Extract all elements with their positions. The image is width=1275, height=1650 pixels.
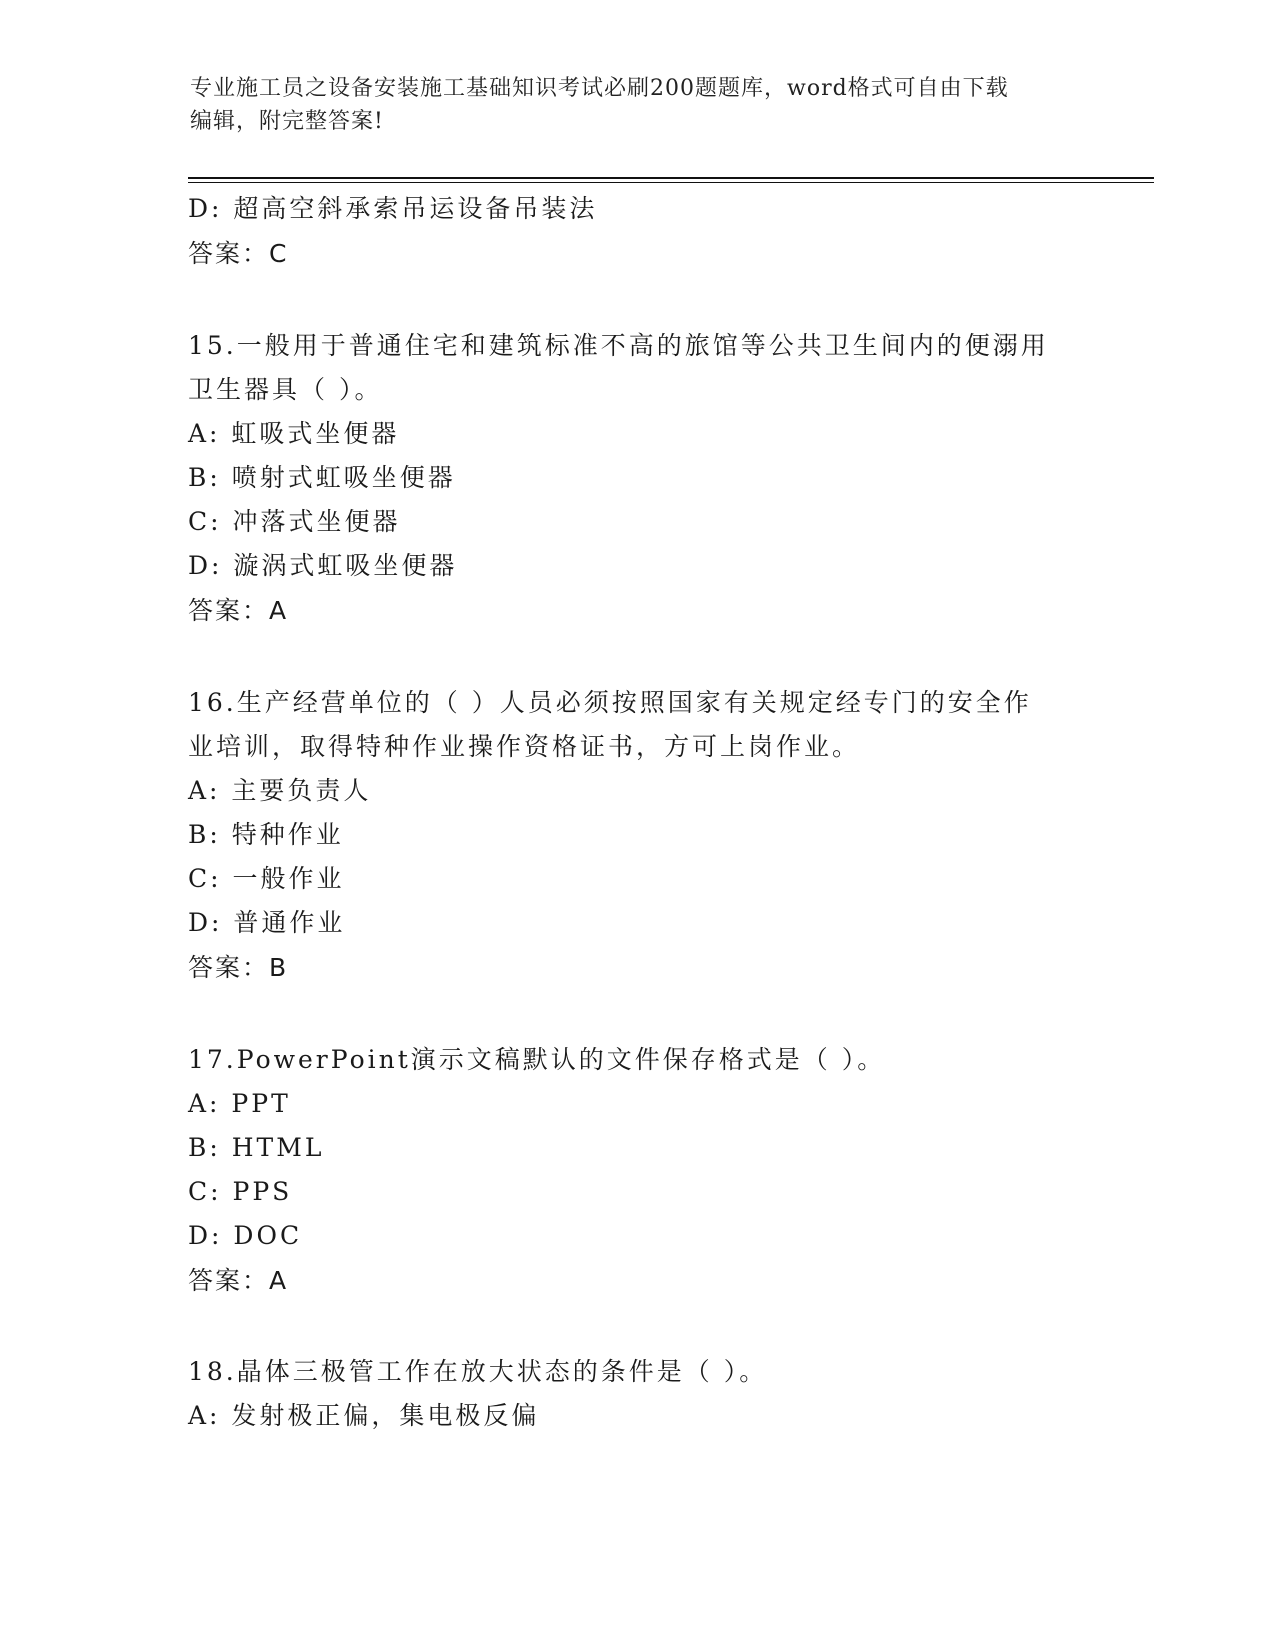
q16-option-b: B: 特种作业 [188,820,344,849]
header-divider-thick [188,177,1154,179]
q16-option-d: D: 普通作业 [188,908,346,937]
q15-stem-line-1: 15.一般用于普通住宅和建筑标准不高的旅馆等公共卫生间内的便溺用 [188,331,1049,360]
q16-option-a: A: 主要负责人 [188,776,372,805]
q17-option-c: C: PPS [188,1177,293,1206]
header-title-line-2: 编辑，附完整答案! [190,109,384,134]
q17-option-a: A: PPT [188,1089,291,1118]
q15-option-d: D: 漩涡式虹吸坐便器 [188,551,458,580]
q15-answer: 答案：A [188,596,289,625]
document-header [190,72,1090,138]
q17-option-d: D: DOC [188,1221,303,1250]
q16-stem-line-2: 业培训，取得特种作业操作资格证书，方可上岗作业。 [188,732,861,761]
q18-stem-line-1: 18.晶体三极管工作在放大状态的条件是（ ）。 [188,1357,768,1386]
q14-option-d: D: 超高空斜承索吊运设备吊装法 [188,194,598,223]
q15-option-a: A: 虹吸式坐便器 [188,419,400,448]
q18-option-a: A: 发射极正偏，集电极反偏 [188,1401,540,1430]
q14-answer: 答案：C [188,239,289,268]
q16-option-c: C: 一般作业 [188,864,345,893]
q17-answer: 答案：A [188,1266,289,1295]
q16-answer: 答案：B [188,953,289,982]
q15-option-b: B: 喷射式虹吸坐便器 [188,463,456,492]
q17-stem-line-1: 17.PowerPoint演示文稿默认的文件保存格式是（ ）。 [188,1045,886,1074]
q17-option-b: B: HTML [188,1133,325,1162]
q15-option-c: C: 冲落式坐便器 [188,507,401,536]
q15-stem-line-2: 卫生器具（ ）。 [188,375,383,404]
q16-stem-line-1: 16.生产经营单位的（ ）人员必须按照国家有关规定经专门的安全作 [188,688,1032,717]
header-divider-thin [188,182,1154,183]
header-title-line-1: 专业施工员之设备安装施工基础知识考试必刷200题题库，word格式可自由下载 [190,76,1009,101]
